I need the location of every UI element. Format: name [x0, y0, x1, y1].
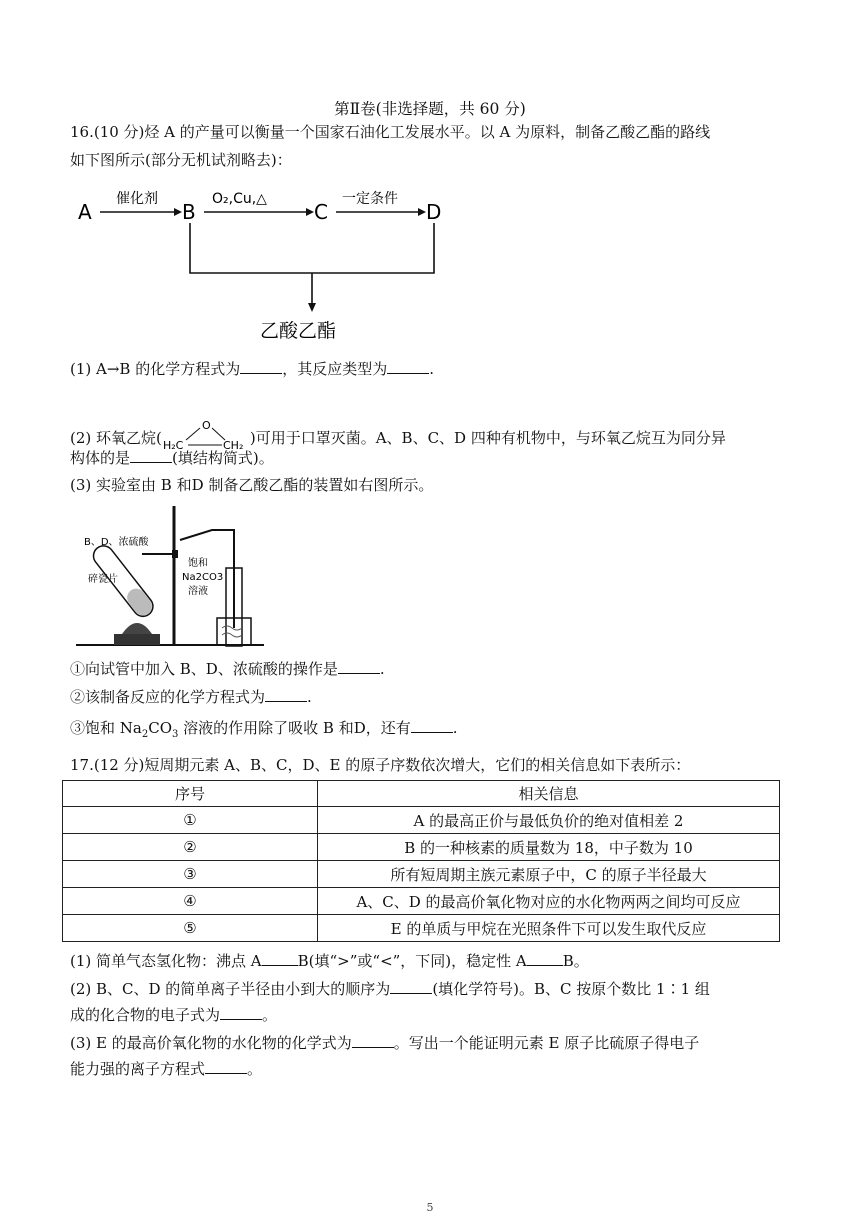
- table-cell: ③: [63, 861, 318, 888]
- answer-blank[interactable]: [262, 950, 298, 966]
- svg-text:溶液: 溶液: [188, 586, 208, 597]
- table-row: [63, 888, 780, 915]
- q16-part2-line2: 构体的是 (填结构简式)。: [70, 449, 274, 467]
- node-b: B: [182, 200, 196, 224]
- q17-part3-line1: (3) E 的最高价氧化物的水化物的化学式为 。写出一个能证明元素 E 原子比硫原子得电子: [70, 1034, 700, 1052]
- arrow-ab-head: [174, 208, 182, 216]
- product-label: 乙酸乙酯: [260, 320, 337, 342]
- arrow-bc-head: [306, 208, 314, 216]
- table-cell: ⑤: [63, 915, 318, 942]
- answer-blank[interactable]: [338, 658, 380, 674]
- node-d: D: [426, 200, 442, 224]
- connector-bd: [190, 223, 434, 273]
- cond-bc: O₂,Cu,△: [212, 191, 267, 207]
- table-cell: E 的单质与甲烷在光照条件下可以发生取代反应: [318, 915, 780, 942]
- answer-blank[interactable]: [387, 358, 429, 374]
- arrow-product-head: [308, 303, 316, 312]
- answer-blank[interactable]: [390, 978, 432, 994]
- svg-text:碎瓷片: 碎瓷片: [88, 574, 118, 585]
- table-cell: B 的一种核素的质量数为 18，中子数为 10: [318, 834, 780, 861]
- q17-part2-line2: 成的化合物的电子式为 。: [70, 1006, 278, 1024]
- arrow-cd-head: [418, 208, 426, 216]
- answer-blank[interactable]: [240, 358, 282, 374]
- table-row: [63, 861, 780, 888]
- node-c: C: [314, 200, 328, 224]
- answer-blank[interactable]: [352, 1032, 394, 1048]
- table-cell: A、C、D 的最高价氧化物对应的水化物两两之间均可反应: [318, 888, 780, 915]
- q16-step2: ②该制备反应的化学方程式为 .: [70, 688, 312, 706]
- q16-intro-line1: 16.(10 分)烃 A 的产量可以衡量一个国家石油化工发展水平。以 A 为原料，制备乙酸乙酯的路线: [70, 123, 711, 141]
- cond-ab: 催化剂: [116, 191, 158, 207]
- table-row: [63, 915, 780, 942]
- q16-step3: ③饱和 $Na_2CO_3$ 溶液的作用除了吸收 B 和D，还有 .: [70, 719, 458, 740]
- table-row: [63, 834, 780, 861]
- section-title: 第Ⅱ卷(非选择题，共 60 分): [334, 100, 526, 118]
- table-row: [63, 807, 780, 834]
- q16-intro-line2: 如下图所示(部分无机试剂略去)：: [70, 151, 292, 169]
- q16-part1: (1) A→B 的化学方程式为 ，其反应类型为 .: [70, 360, 435, 378]
- table-cell: 所有短周期主族元素原子中，C 的原子半径最大: [318, 861, 780, 888]
- reaction-scheme: [70, 175, 470, 345]
- table-header: 序号: [63, 781, 318, 807]
- q17-part3-line2: 能力强的离子方程式 。: [70, 1060, 263, 1078]
- q17-intro: 17.(12 分)短周期元素 A、B、C，D、E 的原子序数依次增大，它们的相关信息如下表所示：: [70, 756, 691, 774]
- table-cell: ②: [63, 834, 318, 861]
- page-number: 5: [426, 1201, 434, 1214]
- table-cell: ①: [63, 807, 318, 834]
- svg-text:Na2CO3: Na2CO3: [182, 572, 224, 583]
- table-cell: ④: [63, 888, 318, 915]
- node-a: A: [78, 200, 92, 224]
- svg-text:B、D、浓硫酸: B、D、浓硫酸: [84, 537, 149, 548]
- svg-text:O: O: [201, 419, 211, 432]
- q16-step1: ①向试管中加入 B、D、浓硫酸的操作是 .: [70, 660, 385, 678]
- svg-text:饱和: 饱和: [188, 558, 208, 569]
- answer-blank[interactable]: [411, 717, 453, 733]
- cond-cd: 一定条件: [342, 191, 398, 207]
- svg-text:H₂C: H₂C: [162, 439, 184, 452]
- q17-part1: (1) 简单气态氢化物：沸点 A B(填“>”或“<”，下同)，稳定性 A B。: [70, 952, 589, 970]
- element-info-table: [62, 780, 780, 942]
- q16-part2-line1: (2) 环氧乙烷( O H₂C CH₂ )可用于口罩灭菌。A、B、C、D 四种有机物中，与环氧乙烷互为同分异: [70, 419, 726, 452]
- answer-blank[interactable]: [205, 1058, 247, 1074]
- svg-text:CH₂: CH₂: [222, 439, 244, 452]
- table-cell: A 的最高正价与最低负价的绝对值相差 2: [318, 807, 780, 834]
- answer-blank[interactable]: [220, 1004, 262, 1020]
- q16-part3: (3) 实验室由 B 和D 制备乙酸乙酯的装置如右图所示。: [70, 476, 434, 494]
- q17-part2-line1: (2) B、C、D 的简单离子半径由小到大的顺序为 (填化学符号)。B、C 按原个数比 1∶1 组: [70, 980, 710, 998]
- answer-blank[interactable]: [527, 950, 563, 966]
- answer-blank[interactable]: [265, 686, 307, 702]
- answer-blank[interactable]: [130, 447, 172, 463]
- table-header: 相关信息: [318, 781, 780, 807]
- apparatus-figure: [76, 500, 276, 650]
- table-header-row: [63, 781, 780, 807]
